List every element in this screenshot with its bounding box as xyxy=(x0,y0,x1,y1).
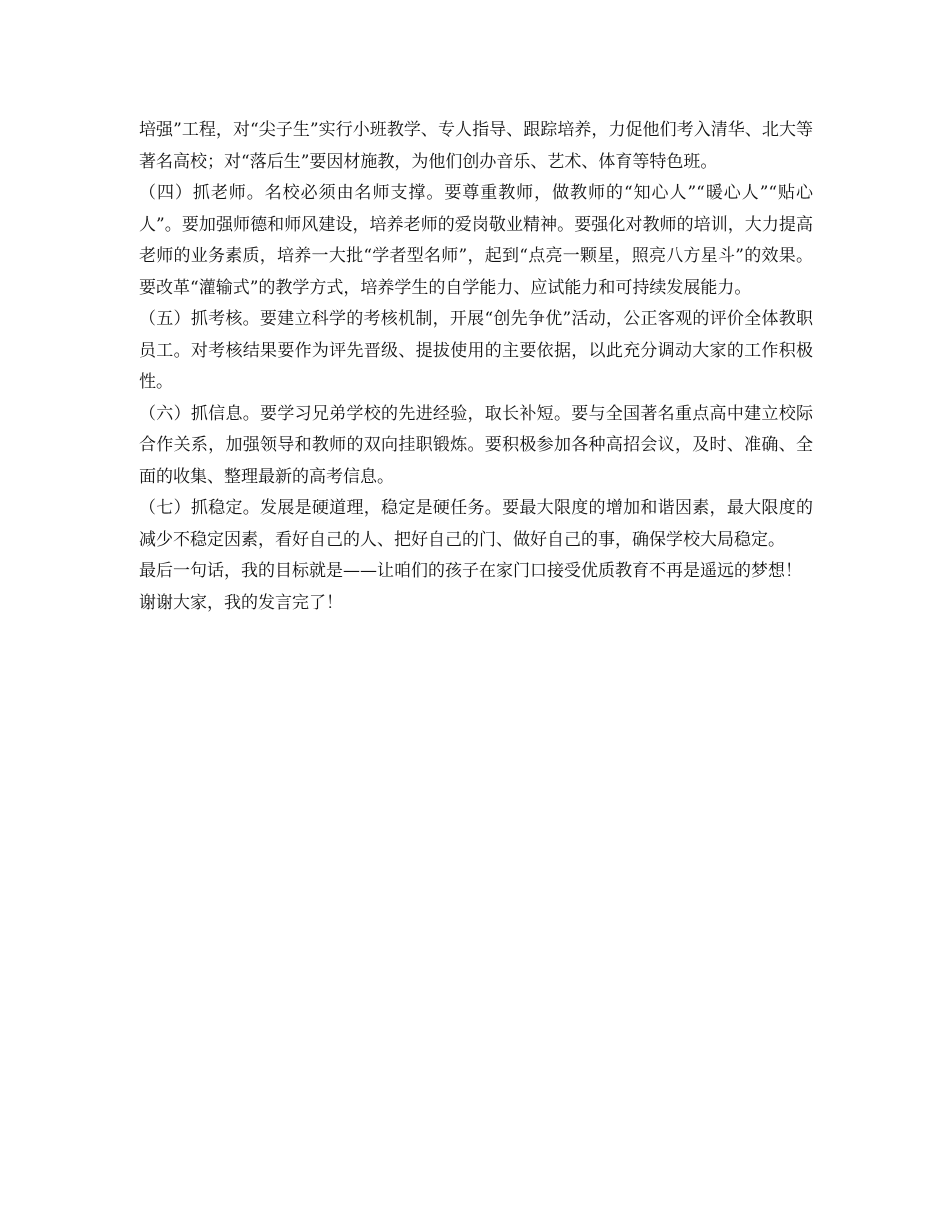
paragraph-thanks: 谢谢大家，我的发言完了！ xyxy=(139,592,343,613)
document-body xyxy=(139,115,813,619)
paragraph-continuation: 培强”工程，对“尖子生”实行小班教学、专人指导、跟踪培养，力促他们考入清华、北大等著名高校；对“落后生”要因材施教，为他们创办音乐、艺术、体育等特色班。 xyxy=(139,120,813,172)
paragraph-section-four: （四）抓老师。名校必须由名师支撑。要尊重教师，做教师的“知心人”“暖心人”“贴心人”。要加强师德和师风建设，培养老师的爱岗敬业精神。要强化对教师的培训，大力提高老师的业务素质，培养一大批“学者型名师”，起到“点亮一颗星，照亮八方星斗”的效果。要改革“灌输式”的教学方式，培养学生的自学能力、应试能力和可持续发展能力。 xyxy=(139,183,813,298)
paragraph-section-six: （六）抓信息。要学习兄弟学校的先进经验，取长补短。要与全国著名重点高中建立校际合作关系，加强领导和教师的双向挂职锻炼。要积极参加各种高招会议，及时、准确、全面的收集、整理最新的高考信息。 xyxy=(139,403,813,487)
paragraph-closing-goal: 最后一句话，我的目标就是——让咱们的孩子在家门口接受优质教育不再是遥远的梦想！ xyxy=(139,561,802,581)
paragraph-section-seven: （七）抓稳定。发展是硬道理，稳定是硬任务。要最大限度的增加和谐因素，最大限度的减少不稳定因素，看好自己的人、把好自己的门、做好自己的事，确保学校大局稳定。 xyxy=(139,498,813,550)
paragraph-section-five: （五）抓考核。要建立科学的考核机制，开展“创先争优”活动，公正客观的评价全体教职员工。对考核结果要作为评先晋级、提拔使用的主要依据，以此充分调动大家的工作积极性。 xyxy=(139,309,813,392)
